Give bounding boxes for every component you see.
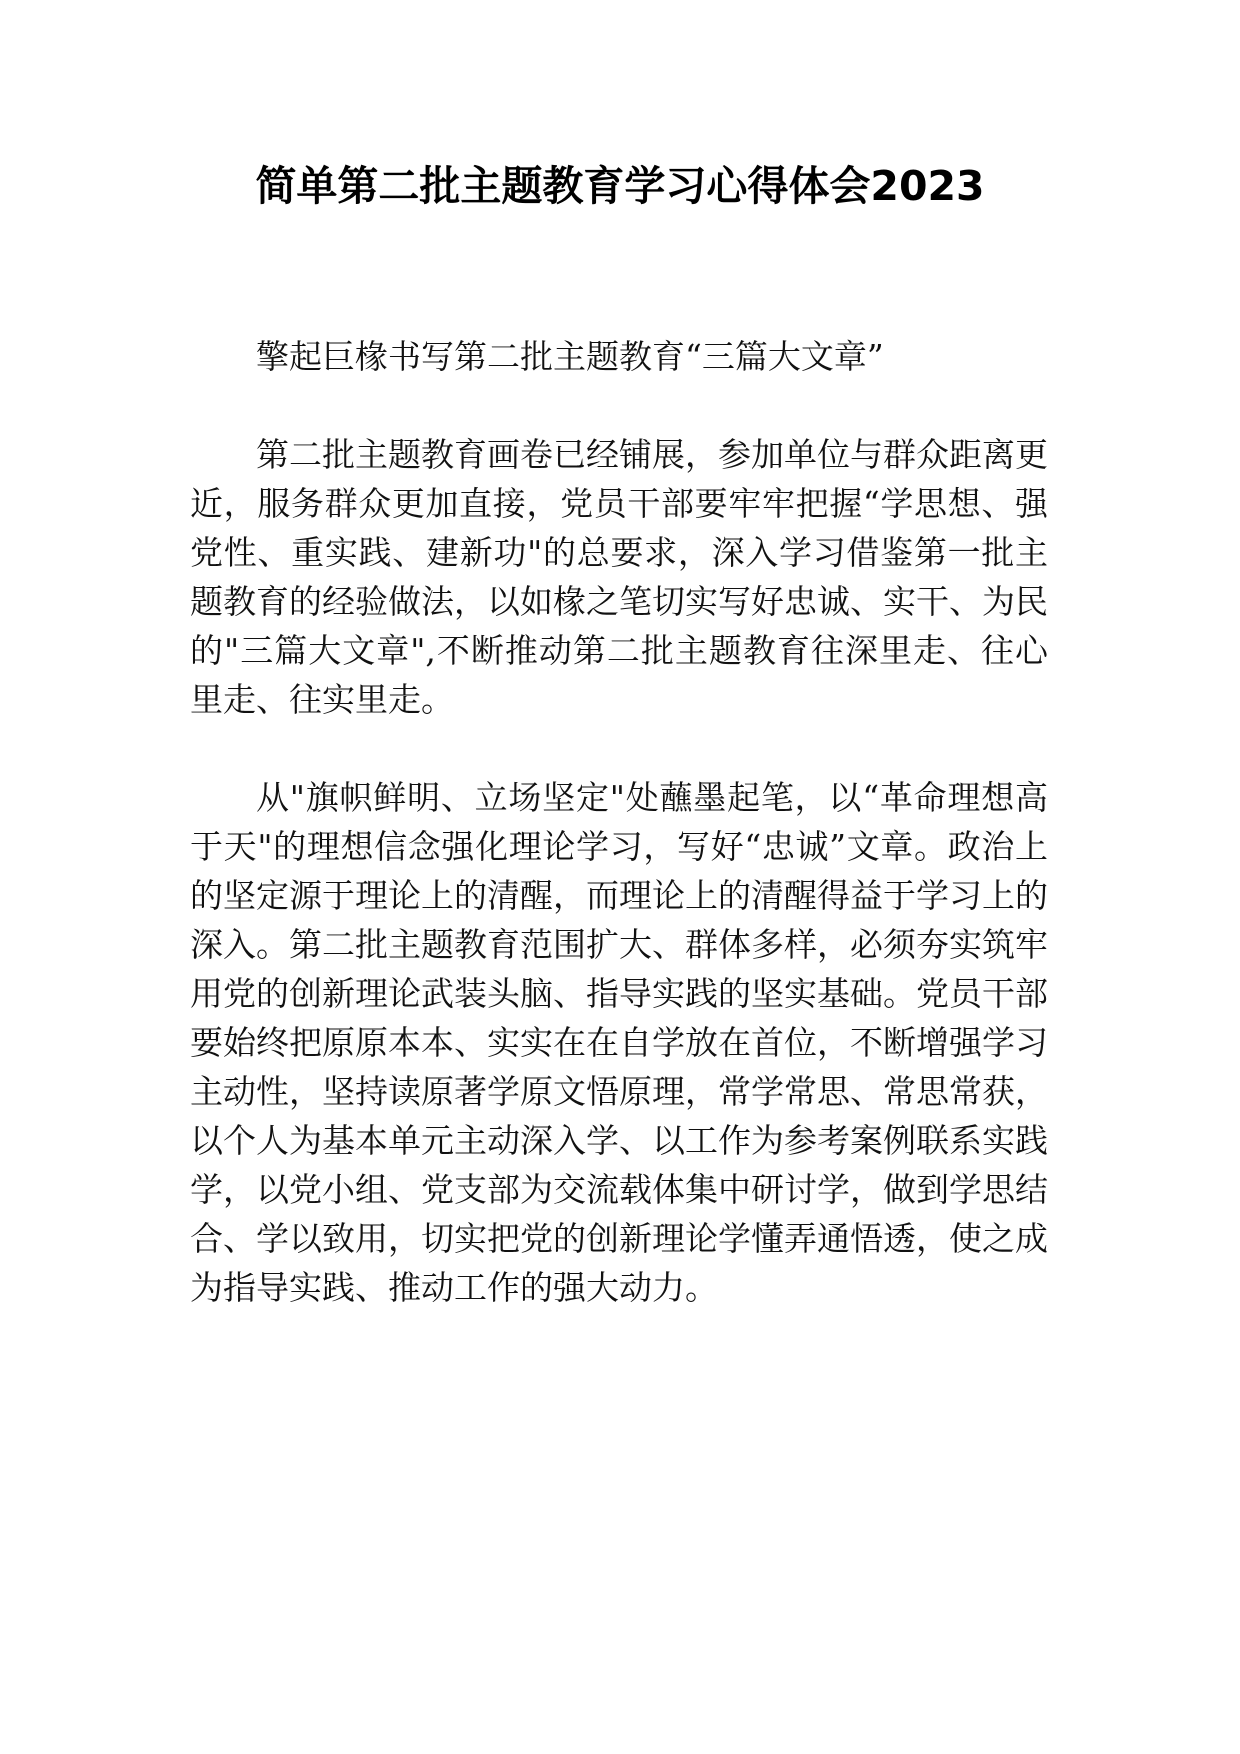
subtitle-paragraph: 擎起巨椽书写第二批主题教育“三篇大文章” [256, 337, 884, 376]
body-paragraph: 第二批主题教育画卷已经铺展，参加单位与群众距离更近，服务群众更加直接，党员干部要牢牢把握“学思想、强党性、重实践、建新功"的总要求，深入学习借鉴第一批主题教育的经验做法，以如椽之笔切实写好忠诚、实干、为民的"三篇大文章",不断推动第二批主题教育往深里走、往心里走、往实里走。 [190, 435, 1048, 719]
document-title: 简单第二批主题教育学习心得体会2023 [255, 162, 985, 210]
body-paragraph: 从"旗帜鲜明、立场坚定"处蘸墨起笔，以“革命理想高于天"的理想信念强化理论学习，写好“忠诚”文章。政治上的坚定源于理论上的清醒，而理论上的清醒得益于学习上的深入。第二批主题教育范围扩大、群体多样，必须夯实筑牢用党的创新理论武装头脑、指导实践的坚实基础。党员干部要始终把原原本本、实实在在自学放在首位，不断增强学习主动性，坚持读原著学原文悟原理，常学常思、常思常获，以个人为基本单元主动深入学、以工作为参考案例联系实践学，以党小组、党支部为交流载体集中研讨学，做到学思结合、学以致用，切实把党的创新理论学懂弄通悟透，使之成为指导实践、推动工作的强大动力。 [190, 778, 1048, 1307]
document-body [190, 332, 1048, 1312]
